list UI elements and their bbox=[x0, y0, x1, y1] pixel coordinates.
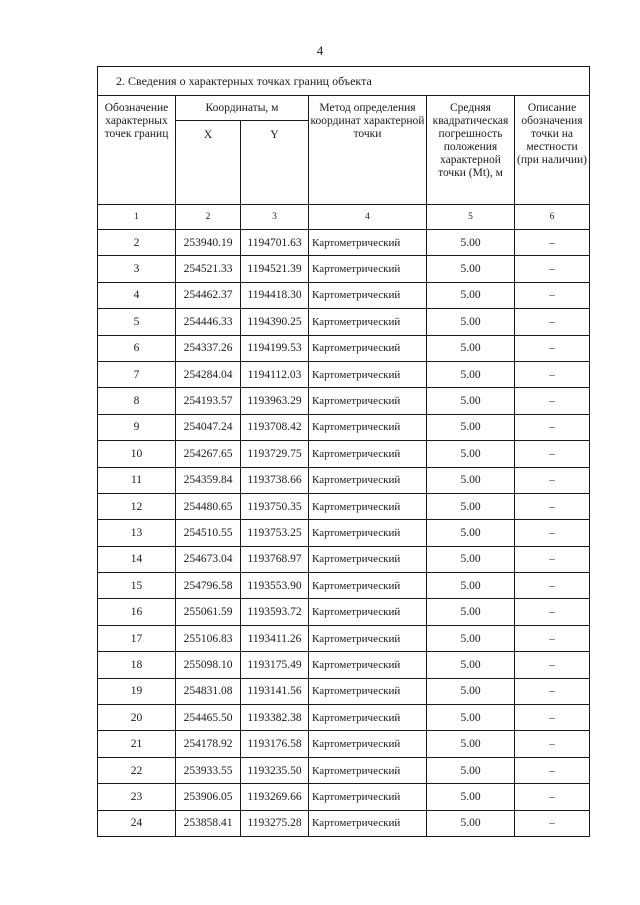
y-coordinate-cell: 1193768.97 bbox=[241, 546, 309, 572]
column-number: 5 bbox=[427, 205, 515, 230]
error-cell: 5.00 bbox=[427, 599, 515, 625]
error-cell: 5.00 bbox=[427, 282, 515, 308]
error-cell: 5.00 bbox=[427, 493, 515, 519]
column-number: 3 bbox=[241, 205, 309, 230]
error-cell: 5.00 bbox=[427, 810, 515, 836]
error-cell: 5.00 bbox=[427, 652, 515, 678]
description-cell: – bbox=[515, 546, 590, 572]
description-cell: – bbox=[515, 810, 590, 836]
description-cell: – bbox=[515, 599, 590, 625]
description-cell: – bbox=[515, 388, 590, 414]
y-coordinate-cell: 1193750.35 bbox=[241, 493, 309, 519]
error-cell: 5.00 bbox=[427, 705, 515, 731]
table-row bbox=[98, 361, 590, 387]
x-coordinate-cell: 253906.05 bbox=[176, 784, 241, 810]
y-coordinate-cell: 1193553.90 bbox=[241, 573, 309, 599]
point-cell: 21 bbox=[98, 731, 176, 757]
table-row bbox=[98, 810, 590, 836]
x-coordinate-cell: 254446.33 bbox=[176, 309, 241, 335]
y-coordinate-cell: 1193269.66 bbox=[241, 784, 309, 810]
error-cell: 5.00 bbox=[427, 388, 515, 414]
point-cell: 20 bbox=[98, 705, 176, 731]
point-cell: 23 bbox=[98, 784, 176, 810]
error-cell: 5.00 bbox=[427, 335, 515, 361]
header-designation: Обозначение характерных точек границ bbox=[98, 96, 176, 205]
table-row bbox=[98, 335, 590, 361]
section-title: 2. Сведения о характерных точках границ объекта bbox=[98, 67, 590, 96]
y-coordinate-cell: 1194701.63 bbox=[241, 230, 309, 256]
method-cell: Картометрический bbox=[309, 230, 427, 256]
table-row bbox=[98, 731, 590, 757]
point-cell: 4 bbox=[98, 282, 176, 308]
table-row bbox=[98, 256, 590, 282]
description-cell: – bbox=[515, 230, 590, 256]
method-cell: Картометрический bbox=[309, 361, 427, 387]
description-cell: – bbox=[515, 441, 590, 467]
description-cell: – bbox=[515, 731, 590, 757]
page-number: 4 bbox=[316, 43, 324, 58]
y-coordinate-cell: 1193963.29 bbox=[241, 388, 309, 414]
error-cell: 5.00 bbox=[427, 573, 515, 599]
error-cell: 5.00 bbox=[427, 678, 515, 704]
description-cell: – bbox=[515, 309, 590, 335]
x-coordinate-cell: 254178.92 bbox=[176, 731, 241, 757]
y-coordinate-cell: 1193738.66 bbox=[241, 467, 309, 493]
table-row bbox=[98, 414, 590, 440]
point-cell: 15 bbox=[98, 573, 176, 599]
y-coordinate-cell: 1193708.42 bbox=[241, 414, 309, 440]
y-coordinate-cell: 1193753.25 bbox=[241, 520, 309, 546]
method-cell: Картометрический bbox=[309, 414, 427, 440]
method-cell: Картометрический bbox=[309, 652, 427, 678]
x-coordinate-cell: 254465.50 bbox=[176, 705, 241, 731]
table-row bbox=[98, 599, 590, 625]
x-coordinate-cell: 255061.59 bbox=[176, 599, 241, 625]
point-cell: 19 bbox=[98, 678, 176, 704]
y-coordinate-cell: 1193275.28 bbox=[241, 810, 309, 836]
description-cell: – bbox=[515, 678, 590, 704]
y-coordinate-cell: 1193141.56 bbox=[241, 678, 309, 704]
y-coordinate-cell: 1193729.75 bbox=[241, 441, 309, 467]
x-coordinate-cell: 254284.04 bbox=[176, 361, 241, 387]
y-coordinate-cell: 1194521.39 bbox=[241, 256, 309, 282]
x-coordinate-cell: 254521.33 bbox=[176, 256, 241, 282]
table-row bbox=[98, 388, 590, 414]
column-number: 1 bbox=[98, 205, 176, 230]
point-cell: 22 bbox=[98, 757, 176, 783]
x-coordinate-cell: 254796.58 bbox=[176, 573, 241, 599]
error-cell: 5.00 bbox=[427, 361, 515, 387]
x-coordinate-cell: 254267.65 bbox=[176, 441, 241, 467]
description-cell: – bbox=[515, 784, 590, 810]
method-cell: Картометрический bbox=[309, 467, 427, 493]
error-cell: 5.00 bbox=[427, 441, 515, 467]
description-cell: – bbox=[515, 361, 590, 387]
table-row bbox=[98, 546, 590, 572]
point-cell: 2 bbox=[98, 230, 176, 256]
point-cell: 11 bbox=[98, 467, 176, 493]
point-cell: 13 bbox=[98, 520, 176, 546]
point-cell: 24 bbox=[98, 810, 176, 836]
point-cell: 14 bbox=[98, 546, 176, 572]
y-coordinate-cell: 1194418.30 bbox=[241, 282, 309, 308]
error-cell: 5.00 bbox=[427, 546, 515, 572]
error-cell: 5.00 bbox=[427, 230, 515, 256]
y-coordinate-cell: 1193411.26 bbox=[241, 625, 309, 651]
method-cell: Картометрический bbox=[309, 546, 427, 572]
point-cell: 10 bbox=[98, 441, 176, 467]
column-number: 4 bbox=[309, 205, 427, 230]
x-coordinate-cell: 254337.26 bbox=[176, 335, 241, 361]
x-coordinate-cell: 254462.37 bbox=[176, 282, 241, 308]
method-cell: Картометрический bbox=[309, 335, 427, 361]
header-x: X bbox=[176, 121, 241, 205]
point-cell: 5 bbox=[98, 309, 176, 335]
error-cell: 5.00 bbox=[427, 467, 515, 493]
error-cell: 5.00 bbox=[427, 309, 515, 335]
column-number: 2 bbox=[176, 205, 241, 230]
x-coordinate-cell: 254480.65 bbox=[176, 493, 241, 519]
description-cell: – bbox=[515, 467, 590, 493]
point-cell: 9 bbox=[98, 414, 176, 440]
error-cell: 5.00 bbox=[427, 731, 515, 757]
column-number: 6 bbox=[515, 205, 590, 230]
x-coordinate-cell: 254193.57 bbox=[176, 388, 241, 414]
error-cell: 5.00 bbox=[427, 757, 515, 783]
column-numbers-row bbox=[98, 205, 590, 230]
error-cell: 5.00 bbox=[427, 414, 515, 440]
method-cell: Картометрический bbox=[309, 520, 427, 546]
table-row bbox=[98, 784, 590, 810]
description-cell: – bbox=[515, 625, 590, 651]
method-cell: Картометрический bbox=[309, 309, 427, 335]
method-cell: Картометрический bbox=[309, 757, 427, 783]
table-row bbox=[98, 573, 590, 599]
description-cell: – bbox=[515, 705, 590, 731]
y-coordinate-cell: 1193382.38 bbox=[241, 705, 309, 731]
y-coordinate-cell: 1193593.72 bbox=[241, 599, 309, 625]
description-cell: – bbox=[515, 282, 590, 308]
description-cell: – bbox=[515, 256, 590, 282]
table-row bbox=[98, 467, 590, 493]
method-cell: Картометрический bbox=[309, 625, 427, 651]
x-coordinate-cell: 253940.19 bbox=[176, 230, 241, 256]
point-cell: 7 bbox=[98, 361, 176, 387]
boundary-points-table bbox=[97, 66, 590, 837]
point-cell: 16 bbox=[98, 599, 176, 625]
x-coordinate-cell: 255098.10 bbox=[176, 652, 241, 678]
error-cell: 5.00 bbox=[427, 784, 515, 810]
y-coordinate-cell: 1193235.50 bbox=[241, 757, 309, 783]
y-coordinate-cell: 1194390.25 bbox=[241, 309, 309, 335]
point-cell: 8 bbox=[98, 388, 176, 414]
table-row bbox=[98, 757, 590, 783]
x-coordinate-cell: 254359.84 bbox=[176, 467, 241, 493]
y-coordinate-cell: 1193175.49 bbox=[241, 652, 309, 678]
header-y: Y bbox=[241, 121, 309, 205]
method-cell: Картометрический bbox=[309, 388, 427, 414]
description-cell: – bbox=[515, 414, 590, 440]
x-coordinate-cell: 254047.24 bbox=[176, 414, 241, 440]
x-coordinate-cell: 253933.55 bbox=[176, 757, 241, 783]
table-row bbox=[98, 282, 590, 308]
header-error: Средняя квадратическая погрешность положения характерной точки (Mt), м bbox=[427, 96, 515, 205]
table-row bbox=[98, 520, 590, 546]
y-coordinate-cell: 1193176.58 bbox=[241, 731, 309, 757]
description-cell: – bbox=[515, 335, 590, 361]
method-cell: Картометрический bbox=[309, 731, 427, 757]
table-row bbox=[98, 441, 590, 467]
description-cell: – bbox=[515, 652, 590, 678]
method-cell: Картометрический bbox=[309, 784, 427, 810]
method-cell: Картометрический bbox=[309, 573, 427, 599]
x-coordinate-cell: 254673.04 bbox=[176, 546, 241, 572]
point-cell: 12 bbox=[98, 493, 176, 519]
x-coordinate-cell: 254831.08 bbox=[176, 678, 241, 704]
method-cell: Картометрический bbox=[309, 441, 427, 467]
table-row bbox=[98, 652, 590, 678]
point-cell: 6 bbox=[98, 335, 176, 361]
error-cell: 5.00 bbox=[427, 520, 515, 546]
header-coordinates: Координаты, м bbox=[176, 96, 309, 121]
x-coordinate-cell: 254510.55 bbox=[176, 520, 241, 546]
y-coordinate-cell: 1194112.03 bbox=[241, 361, 309, 387]
table-row bbox=[98, 230, 590, 256]
header-method: Метод определения координат характерной точки bbox=[309, 96, 427, 205]
description-cell: – bbox=[515, 520, 590, 546]
method-cell: Картометрический bbox=[309, 678, 427, 704]
method-cell: Картометрический bbox=[309, 256, 427, 282]
method-cell: Картометрический bbox=[309, 493, 427, 519]
table-row bbox=[98, 493, 590, 519]
x-coordinate-cell: 253858.41 bbox=[176, 810, 241, 836]
point-cell: 17 bbox=[98, 625, 176, 651]
method-cell: Картометрический bbox=[309, 705, 427, 731]
description-cell: – bbox=[515, 573, 590, 599]
method-cell: Картометрический bbox=[309, 282, 427, 308]
method-cell: Картометрический bbox=[309, 810, 427, 836]
table-row bbox=[98, 705, 590, 731]
description-cell: – bbox=[515, 493, 590, 519]
point-cell: 18 bbox=[98, 652, 176, 678]
table-row bbox=[98, 625, 590, 651]
point-cell: 3 bbox=[98, 256, 176, 282]
error-cell: 5.00 bbox=[427, 625, 515, 651]
header-description: Описание обозначения точки на местности (при наличии) bbox=[515, 96, 590, 205]
error-cell: 5.00 bbox=[427, 256, 515, 282]
x-coordinate-cell: 255106.83 bbox=[176, 625, 241, 651]
table-row bbox=[98, 309, 590, 335]
method-cell: Картометрический bbox=[309, 599, 427, 625]
table-row bbox=[98, 678, 590, 704]
description-cell: – bbox=[515, 757, 590, 783]
y-coordinate-cell: 1194199.53 bbox=[241, 335, 309, 361]
